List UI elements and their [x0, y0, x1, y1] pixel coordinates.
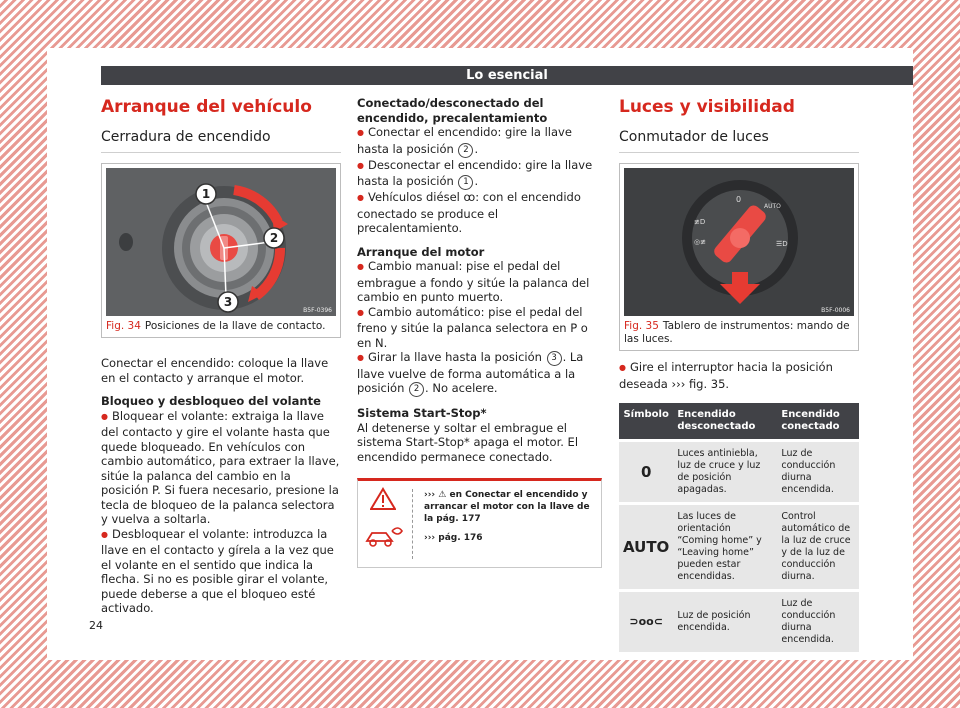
preheat-icon: ꝏ — [463, 190, 476, 204]
unlock-bullet — [101, 527, 341, 616]
light-switch-image — [624, 168, 854, 316]
table-cell: Luz de posición encendida. — [673, 591, 777, 653]
bullet-connect-text: Conectar el encendido: gire la llave hasta la posición — [357, 125, 572, 156]
callout-2: 2 — [269, 231, 279, 245]
column-header-off: Encendido desconectado — [673, 403, 777, 441]
warning-triangle-icon — [370, 487, 396, 511]
column-left — [101, 96, 341, 616]
figure-caption — [106, 320, 336, 333]
position-badge: 2 — [409, 382, 424, 397]
warning-divider — [412, 489, 414, 559]
warning-reference[interactable]: ››› ⚠ en Conectar el encendido y arrancar el motor con la llave de la pág. 177 — [424, 490, 590, 524]
column-right — [619, 96, 859, 652]
symbol-auto-icon: AUTO — [619, 504, 673, 591]
callout-3: 3 — [223, 295, 233, 309]
figure-35 — [619, 163, 859, 351]
section-title: Arranque del vehículo — [101, 97, 312, 117]
figure-code: B5F-0006 — [821, 307, 850, 314]
figure-label: Fig. 34 — [106, 320, 141, 332]
page-reference[interactable]: ››› pág. 176 — [424, 533, 483, 543]
ignition-illustration — [106, 168, 336, 316]
startstop-heading: Sistema Start-Stop* — [357, 406, 487, 420]
start-heading: Arranque del motor — [357, 244, 485, 259]
svg-text:◎≢: ◎≢ — [694, 238, 706, 246]
bullet-manual-text: Cambio manual: pise el pedal del embrague a fondo y sitúe la palanca del cambio en punto muerto. — [357, 259, 590, 304]
position-badge: 2 — [458, 143, 473, 158]
bullet-disconnect-text: Desconectar el encendido: gire la llave hasta la posición — [357, 157, 593, 188]
column-middle — [357, 96, 602, 568]
bullet-turn-key — [357, 350, 602, 397]
column-header-symbol: Símbolo — [619, 403, 673, 441]
table-row — [619, 441, 859, 504]
bullet-automatic-text: Cambio automático: pise el pedal del freno y sitúe la palanca selectora en P o en N. — [357, 304, 588, 350]
figure-code: B5F-0396 — [303, 307, 332, 314]
table-cell: Luces antiniebla, luz de cruce y luz de posición apagadas. — [673, 441, 777, 504]
bullet-manual — [357, 259, 602, 305]
column-header-on: Encendido conectado — [777, 403, 859, 441]
ignition-image — [106, 168, 336, 316]
warning-box — [357, 478, 602, 568]
light-switch-illustration — [624, 168, 854, 316]
table-cell: Las luces de orientación “Coming home” y “Leaving home” pueden estar encendidas. — [673, 504, 777, 591]
bullet-turn-key-text: Girar la llave hasta la posición — [367, 350, 542, 364]
table-cell: Control automático de la luz de cruce y de la luz de conducción diurna. — [777, 504, 859, 591]
table-row — [619, 591, 859, 653]
table-row — [619, 504, 859, 591]
bullet-connect: ● Conectar el encendido: gire la llave hasta la posición 2 . — [357, 125, 602, 158]
startstop-paragraph: Al detenerse y soltar el embrague el sistema Start-Stop* apaga el motor. El encendido permanece conectado. — [357, 420, 579, 464]
position-badge: 1 — [458, 175, 473, 190]
subsection-title: Cerradura de encendido — [101, 128, 341, 153]
svg-text:AUTO: AUTO — [764, 203, 781, 210]
figure-caption — [624, 320, 854, 346]
figure-caption-text: Posiciones de la llave de contacto. — [144, 320, 326, 332]
intro-paragraph: Conectar el encendido: coloque la llave en el contacto y arranque el motor. — [101, 356, 329, 385]
svg-text:≢D: ≢D — [694, 218, 706, 226]
instruction-bullet — [619, 360, 859, 391]
bullet-disconnect: ● Desconectar el encendido: gire la llave hasta la posición 1 . — [357, 158, 602, 191]
page — [47, 48, 913, 660]
lock-bullet — [101, 409, 341, 527]
lock-heading: Bloqueo y desbloqueo del volante — [101, 394, 321, 408]
bullet-diesel-text: Vehículos diésel — [367, 190, 460, 204]
table-cell: Luz de conducción diurna encendida. — [777, 591, 859, 653]
table-cell: Luz de conducción diurna encendida. — [777, 441, 859, 504]
lock-bullet-text: Bloquear el volante: extraiga la llave del contacto y gire el volante hasta que quede bloqueado. En vehículos con cambio automático, para extraer la llave, sitúe la palanca del cambio en la posición P. Si fuera necesario, presione la tecla de bloqueo de la palanca selectora y vuelva a soltarla. — [101, 408, 340, 526]
position-badge: 3 — [547, 351, 562, 366]
section-title: Luces y visibilidad — [619, 97, 795, 117]
header-bar: Lo esencial — [101, 66, 913, 85]
bullet-diesel-post: : con el encendido conectado se produce el precalentamiento. — [357, 190, 581, 235]
instruction-text: Gire el interruptor hacia la posición deseada ››› fig. 35. — [619, 360, 833, 391]
bullet-turn-key-post: . No acelere. — [425, 381, 498, 395]
figure-34 — [101, 163, 341, 338]
symbol-off-icon: 0 — [619, 441, 673, 504]
ignition-heading: Conectado/desconectado del encendido, precalentamiento — [357, 96, 548, 125]
bullet-automatic — [357, 305, 602, 351]
light-switch-table — [619, 403, 859, 652]
page-number: 24 — [89, 619, 103, 632]
unlock-bullet-text: Desbloquear el volante: introduzca la llave en el contacto y gírela a la vez que el volante en el sentido que indica la flecha. Si no es posible girar el volante, puede deberse a que el bloqueo esté activado. — [101, 526, 334, 615]
figure-caption-text: Tablero de instrumentos: mando de las luces. — [624, 320, 850, 345]
parking-light-icon: ⊃oo⊂ — [619, 591, 673, 653]
bullet-diesel — [357, 190, 602, 236]
callout-1: 1 — [201, 187, 211, 201]
svg-text:☰D: ☰D — [776, 240, 788, 248]
subsection-title: Conmutador de luces — [619, 128, 859, 153]
bullet-turn-key-mid: . La llave vuelve de forma automática a la posición — [357, 350, 584, 395]
svg-text:0: 0 — [736, 195, 742, 204]
figure-label: Fig. 35 — [624, 320, 659, 332]
environment-note-icon — [364, 523, 404, 549]
